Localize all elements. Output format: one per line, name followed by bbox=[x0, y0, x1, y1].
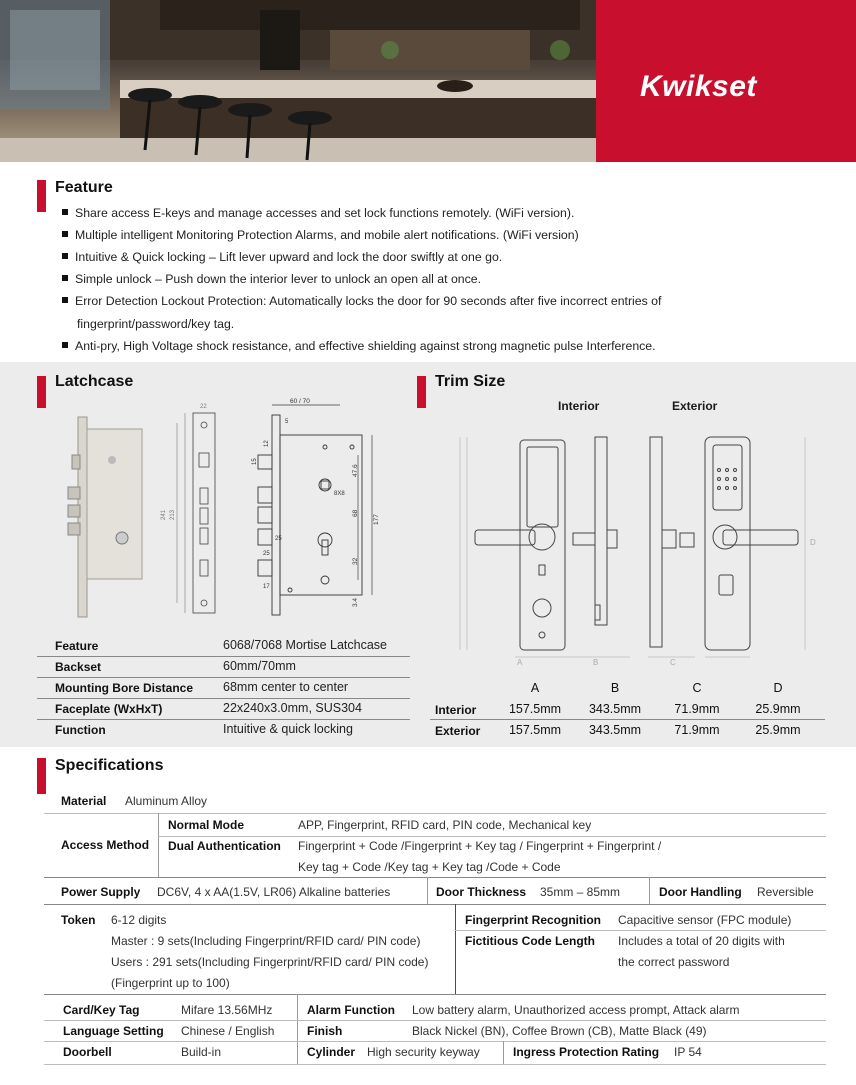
feature-title: Feature bbox=[55, 179, 113, 196]
kitchen-photo bbox=[0, 0, 596, 162]
section-marker bbox=[37, 376, 46, 408]
trim-size-title: Trim Size bbox=[435, 373, 506, 390]
bullet-icon bbox=[62, 275, 68, 281]
exterior-label: Exterior bbox=[672, 399, 718, 413]
svg-text:177: 177 bbox=[373, 514, 380, 525]
trim-drawings bbox=[455, 425, 820, 670]
hero-banner bbox=[0, 0, 856, 162]
bullet-icon bbox=[62, 253, 68, 259]
svg-text:C: C bbox=[670, 658, 676, 667]
kwikset-logo: Kwikset bbox=[640, 70, 757, 103]
section-marker bbox=[37, 180, 46, 212]
svg-text:47.6: 47.6 bbox=[352, 464, 359, 477]
trim-row-label: Exterior bbox=[435, 724, 481, 738]
svg-text:B: B bbox=[593, 658, 599, 667]
bullet-icon bbox=[62, 342, 68, 348]
svg-text:22: 22 bbox=[200, 404, 207, 410]
svg-text:D: D bbox=[810, 538, 816, 547]
latchcase-photo-icon bbox=[68, 417, 142, 617]
svg-text:241: 241 bbox=[161, 509, 167, 520]
trim-row-label: Interior bbox=[435, 703, 477, 717]
svg-text:8X8: 8X8 bbox=[334, 491, 345, 497]
trim-col-d: D bbox=[773, 681, 783, 695]
trim-col-c: C bbox=[692, 681, 702, 695]
svg-text:25: 25 bbox=[275, 536, 282, 542]
feature-bullet: Error Detection Lockout Protection: Automatically locks the door for 90 seconds after five incorrect entries of bbox=[62, 293, 661, 309]
svg-text:68: 68 bbox=[352, 509, 359, 517]
svg-text:213: 213 bbox=[170, 509, 176, 520]
bullet-icon bbox=[62, 231, 68, 237]
specifications-title: Specifications bbox=[55, 757, 164, 774]
svg-text:12: 12 bbox=[264, 440, 270, 447]
svg-text:A: A bbox=[517, 658, 523, 667]
feature-bullet: Intuitive & Quick locking – Lift lever upward and lock the door swiftly at one go. bbox=[62, 249, 502, 265]
feature-bullet-continuation: fingerprint/password/key tag. bbox=[77, 317, 235, 331]
svg-text:25: 25 bbox=[263, 551, 270, 557]
trim-col-b: B bbox=[610, 681, 620, 695]
trim-col-a: A bbox=[530, 681, 540, 695]
section-marker bbox=[37, 758, 46, 794]
feature-bullet: Simple unlock – Push down the interior lever to unlock an open all at once. bbox=[62, 271, 481, 287]
svg-text:17: 17 bbox=[263, 584, 270, 590]
latchcase-drawings bbox=[60, 395, 440, 635]
feature-bullet: Share access E-keys and manage accesses and set lock functions remotely. (WiFi version). bbox=[62, 205, 574, 221]
svg-text:5: 5 bbox=[285, 419, 289, 425]
feature-bullet: Multiple intelligent Monitoring Protection Alarms, and mobile alert notifications. (WiFi version) bbox=[62, 227, 579, 243]
interior-label: Interior bbox=[558, 399, 600, 413]
bullet-icon bbox=[62, 209, 68, 215]
section-marker bbox=[417, 376, 426, 408]
bullet-icon bbox=[62, 297, 68, 303]
svg-text:3.4: 3.4 bbox=[352, 597, 359, 607]
latchcase-title: Latchcase bbox=[55, 373, 134, 390]
feature-bullet: Anti-pry, High Voltage shock resistance, and effective shielding against strong magnetic pulse Interference. bbox=[62, 338, 656, 354]
svg-text:15: 15 bbox=[252, 458, 258, 465]
svg-text:60 / 70: 60 / 70 bbox=[290, 398, 310, 405]
svg-text:32: 32 bbox=[352, 557, 359, 565]
